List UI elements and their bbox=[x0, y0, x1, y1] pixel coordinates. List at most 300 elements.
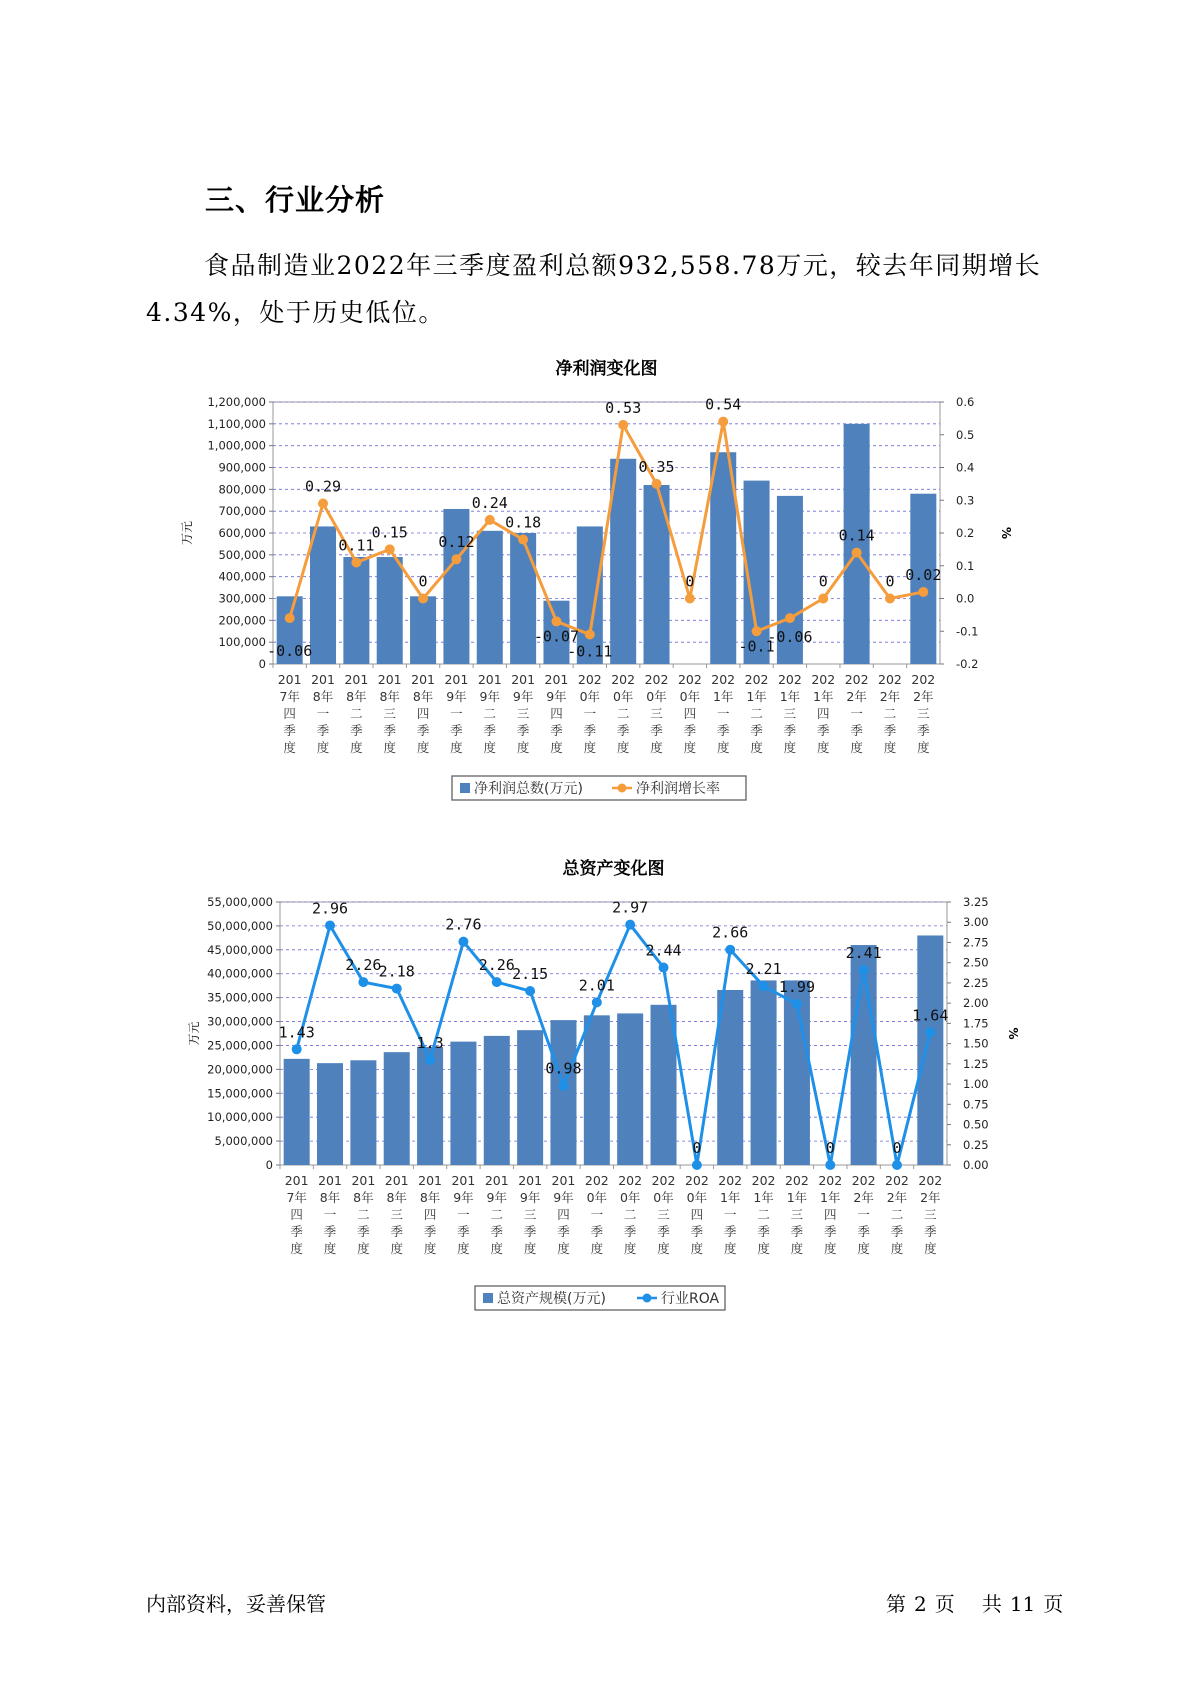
category-label: 季 bbox=[523, 1224, 537, 1239]
data-label: 1.3 bbox=[416, 1033, 444, 1052]
category-label: 201 bbox=[444, 672, 469, 687]
data-label: 2.26 bbox=[478, 956, 515, 975]
category-label: 季 bbox=[583, 723, 597, 738]
left-tick-label: 1,200,000 bbox=[207, 395, 266, 409]
line-point bbox=[918, 587, 928, 597]
right-axis-label: % bbox=[999, 526, 1013, 540]
right-tick-label: 0.6 bbox=[956, 395, 975, 409]
category-label: 四 bbox=[557, 1207, 570, 1222]
category-label: 度 bbox=[683, 740, 697, 755]
line-point bbox=[351, 557, 361, 567]
category-label: 季 bbox=[723, 1224, 737, 1239]
chart-title: 总资产变化图 bbox=[562, 859, 665, 879]
left-tick-label: 30,000,000 bbox=[207, 1014, 273, 1029]
line-point bbox=[285, 613, 295, 623]
right-tick-label: 0.75 bbox=[963, 1097, 989, 1112]
category-label: 202 bbox=[577, 672, 602, 687]
data-label: 0 bbox=[418, 572, 428, 591]
data-label: 2.96 bbox=[311, 899, 349, 918]
category-label: 一 bbox=[590, 1207, 604, 1222]
right-tick-label: 1.50 bbox=[963, 1036, 989, 1051]
category-label: 一 bbox=[450, 706, 463, 721]
total-suffix: 页 bbox=[1043, 1592, 1064, 1616]
category-label: 1年 bbox=[712, 689, 734, 704]
left-tick-label: 800,000 bbox=[218, 482, 266, 497]
category-label: 度 bbox=[650, 740, 663, 755]
category-label: 三 bbox=[917, 706, 930, 721]
category-label: 三 bbox=[383, 706, 396, 721]
left-tick-label: 25,000,000 bbox=[207, 1038, 273, 1053]
category-label: 季 bbox=[483, 723, 497, 738]
category-label: 201 bbox=[384, 1173, 409, 1188]
right-tick-label: 0.3 bbox=[956, 493, 975, 508]
category-label: 201 bbox=[311, 672, 335, 687]
left-tick-label: 5,000,000 bbox=[214, 1134, 273, 1149]
category-label: 度 bbox=[383, 740, 396, 755]
category-label: 度 bbox=[623, 1241, 637, 1256]
category-label: 201 bbox=[484, 1173, 509, 1188]
category-label: 度 bbox=[323, 1241, 337, 1256]
category-label: 9年 bbox=[479, 689, 501, 704]
data-label: 2.18 bbox=[378, 962, 415, 981]
legend-bar-swatch bbox=[460, 783, 470, 793]
line-point bbox=[458, 937, 468, 947]
category-label: 201 bbox=[411, 672, 436, 687]
category-label: 季 bbox=[457, 1224, 470, 1239]
category-label: 三 bbox=[783, 706, 797, 721]
bar bbox=[384, 1052, 410, 1165]
category-label: 二 bbox=[750, 706, 763, 721]
right-tick-label: -0.1 bbox=[956, 624, 979, 639]
category-label: 季 bbox=[623, 1224, 637, 1239]
category-label: 9年 bbox=[512, 689, 534, 704]
category-label: 季 bbox=[350, 723, 363, 738]
category-label: 四 bbox=[824, 1207, 837, 1222]
right-tick-label: 0.0 bbox=[956, 591, 975, 606]
category-label: 9年 bbox=[453, 1190, 474, 1205]
left-tick-label: 35,000,000 bbox=[207, 990, 273, 1005]
category-label: 季 bbox=[357, 1224, 370, 1239]
line-point bbox=[558, 1081, 568, 1091]
right-tick-label: 2.50 bbox=[963, 955, 989, 970]
category-label: 201 bbox=[318, 1173, 342, 1188]
category-label: 一 bbox=[857, 1207, 870, 1222]
category-label: 度 bbox=[723, 1241, 737, 1256]
line-point bbox=[625, 920, 635, 930]
right-tick-label: 0.00 bbox=[963, 1158, 989, 1172]
category-label: 二 bbox=[350, 706, 363, 721]
line-point bbox=[392, 984, 402, 994]
category-label: 季 bbox=[924, 1224, 937, 1239]
category-label: 季 bbox=[390, 1224, 403, 1239]
category-label: 季 bbox=[824, 1224, 837, 1239]
category-label: 0年 bbox=[612, 689, 634, 704]
data-label: 2.97 bbox=[612, 898, 649, 917]
line-point bbox=[792, 999, 802, 1009]
chart-title: 净利润变化图 bbox=[555, 359, 658, 379]
category-label: 201 bbox=[284, 1173, 309, 1188]
left-tick-label: 1,000,000 bbox=[207, 438, 266, 453]
left-tick-label: 15,000,000 bbox=[207, 1086, 273, 1101]
line-point bbox=[485, 515, 495, 525]
category-label: 季 bbox=[650, 723, 663, 738]
category-label: 201 bbox=[418, 1173, 443, 1188]
legend-bar-label: 净利润总数(万元) bbox=[474, 781, 583, 797]
category-label: 一 bbox=[316, 706, 330, 721]
line-point bbox=[318, 499, 328, 509]
left-tick-label: 400,000 bbox=[218, 569, 266, 584]
category-label: 二 bbox=[890, 1207, 904, 1222]
category-label: 2年 bbox=[913, 689, 934, 704]
category-label: 度 bbox=[457, 1241, 470, 1256]
data-label: -0.11 bbox=[567, 642, 613, 661]
category-label: 二 bbox=[616, 706, 630, 721]
category-label: 度 bbox=[716, 740, 730, 755]
bar bbox=[350, 1060, 376, 1165]
category-label: 202 bbox=[611, 672, 636, 687]
page-suffix: 页 bbox=[934, 1592, 955, 1616]
category-label: 季 bbox=[316, 723, 330, 738]
category-label: 季 bbox=[657, 1224, 670, 1239]
category-label: 二 bbox=[483, 706, 497, 721]
total-assets-chart-svg bbox=[0, 852, 1191, 1332]
line-point bbox=[759, 981, 769, 991]
category-label: 0年 bbox=[619, 1190, 641, 1205]
category-label: 度 bbox=[850, 740, 863, 755]
category-label: 季 bbox=[817, 723, 830, 738]
line-point bbox=[692, 1160, 702, 1170]
line-point bbox=[892, 1160, 902, 1170]
category-label: 202 bbox=[677, 672, 702, 687]
data-label: 0.18 bbox=[505, 513, 542, 532]
category-label: 8年 bbox=[346, 689, 367, 704]
right-tick-label: 0.2 bbox=[956, 526, 975, 540]
category-label: 度 bbox=[483, 740, 497, 755]
category-label: 201 bbox=[277, 672, 302, 687]
category-label: 季 bbox=[716, 723, 730, 738]
data-label: 0 bbox=[692, 1139, 702, 1157]
category-label: 8年 bbox=[419, 1190, 441, 1205]
left-tick-label: 300,000 bbox=[218, 591, 266, 606]
category-label: 度 bbox=[550, 740, 563, 755]
line-point bbox=[852, 548, 862, 558]
bar bbox=[584, 1015, 610, 1165]
category-label: 三 bbox=[523, 1207, 537, 1222]
category-label: 201 bbox=[377, 672, 402, 687]
bar bbox=[284, 1059, 310, 1165]
category-label: 度 bbox=[390, 1241, 403, 1256]
category-label: 0年 bbox=[653, 1190, 674, 1205]
data-label: 0 bbox=[818, 572, 828, 591]
category-label: 度 bbox=[590, 1241, 604, 1256]
left-tick-label: 200,000 bbox=[218, 613, 266, 628]
category-label: 一 bbox=[723, 1207, 737, 1222]
left-tick-label: 1,100,000 bbox=[207, 416, 266, 431]
category-label: 201 bbox=[551, 1173, 576, 1188]
data-label: 1.43 bbox=[278, 1023, 315, 1042]
category-label: 季 bbox=[683, 723, 697, 738]
summary-paragraph: 食品制造业2022年三季度盈利总额932,558.78万元，较去年同期增长4.34%，处于历史低位。 bbox=[146, 251, 1042, 327]
total-pages: 11 bbox=[1009, 1592, 1036, 1616]
category-label: 201 bbox=[518, 1173, 543, 1188]
data-label: 2.26 bbox=[345, 956, 382, 975]
left-tick-label: 0 bbox=[265, 1158, 273, 1172]
category-label: 季 bbox=[917, 723, 930, 738]
category-label: 季 bbox=[590, 1224, 604, 1239]
right-tick-label: -0.2 bbox=[956, 657, 979, 671]
data-label: 1.99 bbox=[778, 977, 815, 996]
left-tick-label: 700,000 bbox=[218, 504, 266, 519]
category-label: 季 bbox=[890, 1224, 904, 1239]
category-label: 季 bbox=[490, 1224, 504, 1239]
plot-area bbox=[280, 902, 947, 1165]
footer-confidential: 内部资料，妥善保管 bbox=[146, 1592, 326, 1616]
category-label: 度 bbox=[890, 1241, 904, 1256]
category-label: 1年 bbox=[820, 1190, 841, 1205]
category-label: 202 bbox=[718, 1173, 743, 1188]
category-label: 201 bbox=[344, 672, 369, 687]
category-label: 201 bbox=[351, 1173, 376, 1188]
left-tick-label: 55,000,000 bbox=[207, 895, 273, 909]
category-label: 度 bbox=[523, 1241, 537, 1256]
category-label: 202 bbox=[851, 1173, 876, 1188]
category-label: 度 bbox=[857, 1241, 870, 1256]
category-label: 度 bbox=[490, 1241, 504, 1256]
category-label: 季 bbox=[416, 723, 430, 738]
line-point bbox=[752, 626, 762, 636]
data-label: 0 bbox=[825, 1139, 835, 1157]
right-axis-label: % bbox=[1006, 1027, 1020, 1040]
left-tick-label: 600,000 bbox=[218, 526, 266, 540]
category-label: 0年 bbox=[646, 689, 667, 704]
line-point bbox=[618, 420, 628, 430]
category-label: 8年 bbox=[319, 1190, 341, 1205]
data-label: 0.53 bbox=[605, 398, 642, 417]
category-label: 度 bbox=[917, 740, 930, 755]
line-point bbox=[652, 479, 662, 489]
legend-bar-swatch bbox=[483, 1293, 493, 1303]
category-label: 9年 bbox=[553, 1190, 574, 1205]
line-point bbox=[659, 963, 669, 973]
category-label: 0年 bbox=[579, 689, 601, 704]
category-label: 8年 bbox=[353, 1190, 374, 1205]
category-label: 202 bbox=[811, 672, 836, 687]
data-label: 2.01 bbox=[578, 976, 615, 995]
bar bbox=[617, 1013, 643, 1165]
total-assets-chart bbox=[0, 852, 1191, 1332]
category-label: 度 bbox=[423, 1241, 437, 1256]
category-label: 季 bbox=[290, 1224, 303, 1239]
category-label: 0年 bbox=[679, 689, 701, 704]
right-tick-label: 2.25 bbox=[963, 975, 989, 990]
category-label: 度 bbox=[817, 740, 830, 755]
category-label: 二 bbox=[490, 1207, 504, 1222]
category-label: 201 bbox=[477, 672, 502, 687]
line-point bbox=[785, 613, 795, 623]
category-label: 季 bbox=[883, 723, 897, 738]
category-label: 四 bbox=[683, 706, 697, 721]
left-tick-label: 40,000,000 bbox=[207, 966, 273, 981]
legend-line-label: 行业ROA bbox=[661, 1291, 720, 1307]
category-label: 二 bbox=[883, 706, 897, 721]
category-label: 度 bbox=[757, 1241, 770, 1256]
category-label: 8年 bbox=[386, 1190, 407, 1205]
category-label: 季 bbox=[690, 1224, 704, 1239]
category-label: 季 bbox=[750, 723, 763, 738]
category-label: 0年 bbox=[686, 1190, 708, 1205]
data-label: 0 bbox=[885, 572, 895, 591]
data-label: 1.64 bbox=[912, 1006, 949, 1025]
category-label: 季 bbox=[850, 723, 863, 738]
category-label: 度 bbox=[350, 740, 363, 755]
left-tick-label: 100,000 bbox=[218, 635, 266, 650]
data-label: 2.41 bbox=[845, 943, 882, 962]
legend-line-marker bbox=[618, 784, 627, 793]
line-point bbox=[292, 1044, 302, 1054]
category-label: 四 bbox=[817, 706, 830, 721]
right-tick-label: 0.25 bbox=[963, 1137, 989, 1152]
category-label: 202 bbox=[744, 672, 769, 687]
legend-line-label: 净利润增长率 bbox=[636, 781, 720, 797]
footer-page-info bbox=[882, 1588, 1067, 1617]
category-label: 度 bbox=[616, 740, 630, 755]
data-label: 2.44 bbox=[645, 941, 682, 960]
left-tick-label: 20,000,000 bbox=[207, 1062, 273, 1077]
right-tick-label: 1.00 bbox=[963, 1077, 989, 1092]
category-label: 202 bbox=[711, 672, 736, 687]
category-label: 202 bbox=[818, 1173, 843, 1188]
line-point bbox=[425, 1055, 435, 1065]
data-label: 0.24 bbox=[471, 493, 508, 512]
bar bbox=[317, 1063, 343, 1165]
line-point bbox=[725, 945, 735, 955]
category-label: 2年 bbox=[853, 1190, 874, 1205]
category-label: 202 bbox=[911, 672, 936, 687]
category-label: 1年 bbox=[813, 689, 834, 704]
data-label: 0.29 bbox=[304, 477, 342, 496]
right-tick-label: 2.75 bbox=[963, 935, 989, 950]
line-point bbox=[418, 594, 428, 604]
line-point bbox=[818, 594, 828, 604]
right-tick-label: 0.1 bbox=[956, 558, 975, 573]
bar bbox=[477, 531, 503, 664]
category-label: 度 bbox=[557, 1241, 570, 1256]
category-label: 201 bbox=[451, 1173, 476, 1188]
right-tick-label: 0.4 bbox=[956, 460, 975, 475]
category-label: 度 bbox=[283, 740, 296, 755]
line-point bbox=[451, 554, 461, 564]
total-prefix: 共 bbox=[981, 1592, 1002, 1616]
line-point bbox=[885, 594, 895, 604]
category-label: 202 bbox=[751, 1173, 776, 1188]
category-label: 二 bbox=[623, 1207, 637, 1222]
bar bbox=[410, 596, 436, 664]
category-label: 季 bbox=[857, 1224, 870, 1239]
category-label: 7年 bbox=[286, 1190, 307, 1205]
line-point bbox=[385, 544, 395, 554]
category-label: 202 bbox=[651, 1173, 676, 1188]
category-label: 202 bbox=[777, 672, 802, 687]
line-point bbox=[551, 616, 561, 626]
category-label: 季 bbox=[757, 1224, 770, 1239]
data-label: 0.12 bbox=[438, 533, 475, 552]
data-label: 0.98 bbox=[545, 1059, 582, 1078]
category-label: 2年 bbox=[920, 1190, 941, 1205]
category-label: 三 bbox=[790, 1207, 804, 1222]
right-tick-label: 3.00 bbox=[963, 915, 989, 930]
category-label: 度 bbox=[657, 1241, 670, 1256]
bar bbox=[377, 557, 403, 664]
category-label: 度 bbox=[516, 740, 530, 755]
page-prefix: 第 bbox=[886, 1592, 906, 1616]
category-label: 三 bbox=[924, 1207, 937, 1222]
category-label: 一 bbox=[850, 706, 863, 721]
data-label: 0.15 bbox=[371, 523, 408, 542]
category-label: 四 bbox=[290, 1207, 303, 1222]
data-label: -0.06 bbox=[267, 642, 313, 661]
category-label: 三 bbox=[650, 706, 663, 721]
category-label: 7年 bbox=[279, 689, 300, 704]
category-label: 8年 bbox=[379, 689, 400, 704]
category-label: 201 bbox=[511, 672, 536, 687]
category-label: 季 bbox=[383, 723, 396, 738]
left-tick-label: 50,000,000 bbox=[207, 918, 273, 933]
line-point bbox=[718, 417, 728, 427]
left-tick-label: 45,000,000 bbox=[207, 942, 273, 957]
category-label: 季 bbox=[283, 723, 296, 738]
category-label: 季 bbox=[616, 723, 630, 738]
left-tick-label: 0 bbox=[258, 657, 266, 671]
category-label: 度 bbox=[750, 740, 763, 755]
category-label: 202 bbox=[644, 672, 669, 687]
category-label: 一 bbox=[457, 1207, 470, 1222]
category-label: 度 bbox=[450, 740, 463, 755]
bar bbox=[917, 935, 943, 1165]
line-point bbox=[525, 986, 535, 996]
category-label: 2年 bbox=[846, 689, 867, 704]
data-label: -0.06 bbox=[767, 628, 813, 647]
category-label: 0年 bbox=[586, 1190, 608, 1205]
left-tick-label: 900,000 bbox=[218, 460, 266, 475]
category-label: 四 bbox=[423, 1207, 437, 1222]
category-label: 202 bbox=[618, 1173, 643, 1188]
legend-bar-label: 总资产规模(万元) bbox=[497, 1291, 606, 1307]
category-label: 一 bbox=[323, 1207, 337, 1222]
category-label: 202 bbox=[918, 1173, 943, 1188]
right-tick-label: 2.00 bbox=[963, 996, 989, 1011]
category-label: 2年 bbox=[879, 689, 901, 704]
category-label: 度 bbox=[290, 1241, 303, 1256]
category-label: 201 bbox=[544, 672, 569, 687]
bar bbox=[343, 557, 369, 664]
category-label: 度 bbox=[883, 740, 897, 755]
bar bbox=[510, 533, 536, 664]
category-label: 1年 bbox=[786, 1190, 808, 1205]
category-label: 度 bbox=[316, 740, 330, 755]
net-profit-chart-svg bbox=[0, 352, 1191, 822]
bar bbox=[484, 1036, 510, 1165]
right-tick-label: 0.5 bbox=[956, 427, 975, 442]
right-tick-label: 1.25 bbox=[963, 1056, 989, 1071]
line-point bbox=[592, 997, 602, 1007]
category-label: 2年 bbox=[886, 1190, 908, 1205]
category-label: 季 bbox=[450, 723, 463, 738]
category-label: 202 bbox=[684, 1173, 709, 1188]
left-tick-label: 500,000 bbox=[218, 547, 266, 562]
data-label: 0.02 bbox=[905, 565, 942, 584]
category-label: 三 bbox=[516, 706, 530, 721]
bar bbox=[550, 1020, 576, 1165]
